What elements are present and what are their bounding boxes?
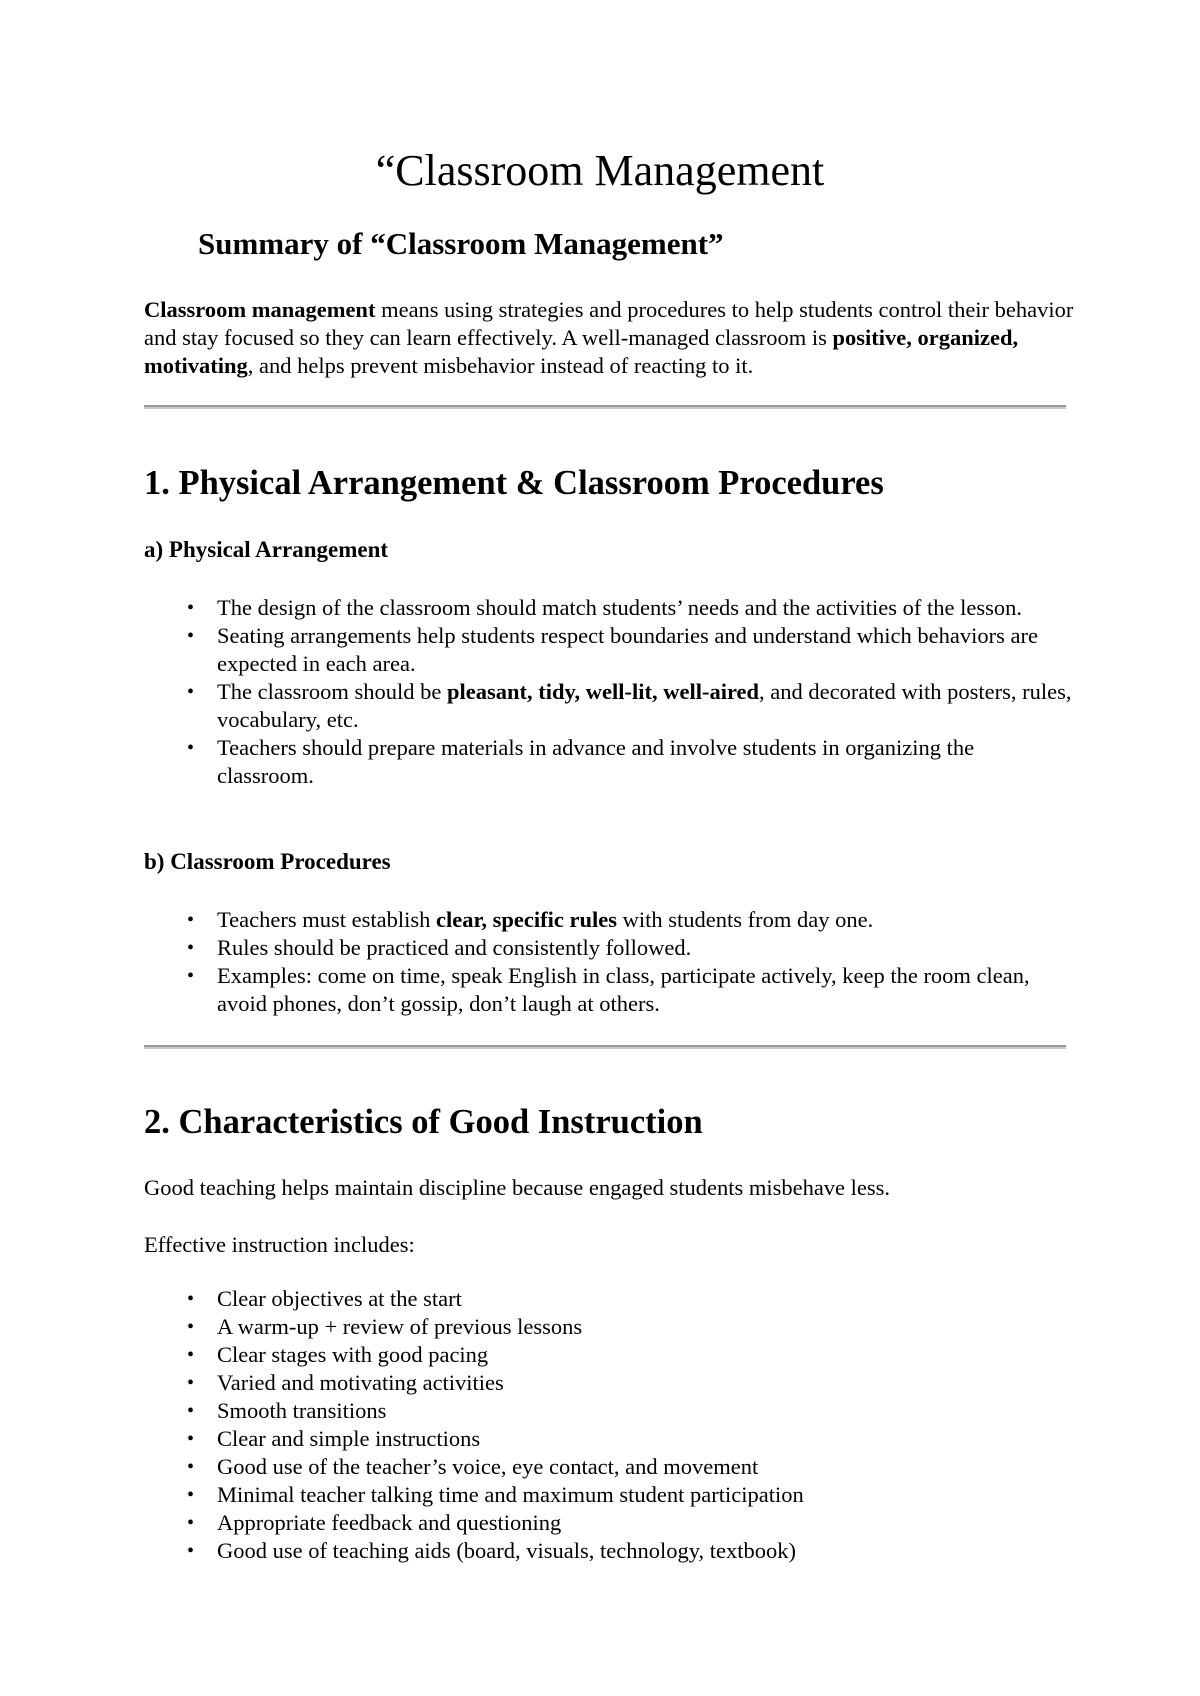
subsection-b-heading: b) Classroom Procedures bbox=[144, 849, 391, 874]
list-item-text: Examples: come on time, speak English in class, participate actively, keep the room clean, avoid phones, don’t gossip, don’t laugh at others. bbox=[217, 963, 1030, 1016]
list-item-text: , and decorated with posters, rules, vocabulary, etc. bbox=[217, 679, 1072, 732]
bullet-icon: • bbox=[187, 965, 195, 987]
list-item-text: Teachers should prepare materials in advance and involve students in organizing the classroom. bbox=[217, 735, 975, 788]
bullet-icon: • bbox=[187, 1288, 195, 1310]
list-item-text: The design of the classroom should match students’ needs and the activities of the lesson. bbox=[217, 595, 1023, 620]
effective-instruction-list bbox=[144, 1285, 1074, 1565]
horizontal-divider bbox=[144, 1045, 1066, 1049]
bullet-icon: • bbox=[187, 1512, 195, 1534]
list-item-text: Appropriate feedback and questioning bbox=[217, 1510, 562, 1535]
list-item bbox=[144, 934, 1074, 962]
list-item bbox=[144, 962, 1074, 1018]
list-item-bold-text: clear, specific rules bbox=[436, 907, 617, 932]
list-item-text: The classroom should be bbox=[217, 679, 447, 704]
bullet-icon: • bbox=[187, 1484, 195, 1506]
bullet-icon: • bbox=[187, 1456, 195, 1478]
bullet-icon: • bbox=[187, 681, 195, 703]
list-item-text: Good use of the teacher’s voice, eye contact, and movement bbox=[217, 1454, 759, 1479]
bullet-icon: • bbox=[187, 1400, 195, 1422]
intro-text-2: , and helps prevent misbehavior instead of reacting to it. bbox=[247, 353, 754, 378]
list-item-text: Smooth transitions bbox=[217, 1398, 387, 1423]
list-item-text: with students from day one. bbox=[617, 907, 874, 932]
list-item bbox=[144, 1425, 1074, 1453]
list-item bbox=[144, 1341, 1074, 1369]
list-item bbox=[144, 906, 1074, 934]
section-1-heading: 1. Physical Arrangement & Classroom Procedures bbox=[144, 464, 884, 502]
bullet-icon: • bbox=[187, 1344, 195, 1366]
section-2-paragraph-2: Effective instruction includes: bbox=[144, 1232, 415, 1257]
classroom-procedures-list bbox=[144, 906, 1074, 1018]
document-subtitle: Summary of “Classroom Management” bbox=[198, 226, 724, 261]
bullet-icon: • bbox=[187, 909, 195, 931]
bullet-icon: • bbox=[187, 1372, 195, 1394]
document-title: “Classroom Management bbox=[375, 146, 825, 195]
list-item bbox=[144, 594, 1074, 622]
bullet-icon: • bbox=[187, 597, 195, 619]
list-item bbox=[144, 622, 1074, 678]
bullet-icon: • bbox=[187, 1540, 195, 1562]
list-item-text: Seating arrangements help students respect boundaries and understand which behaviors are expected in each area. bbox=[217, 623, 1038, 676]
bullet-icon: • bbox=[187, 1428, 195, 1450]
list-item bbox=[144, 1537, 1074, 1565]
intro-term: Classroom management bbox=[144, 297, 376, 322]
subsection-a-heading: a) Physical Arrangement bbox=[144, 537, 389, 562]
list-item-text: Varied and motivating activities bbox=[217, 1370, 504, 1395]
physical-arrangement-list bbox=[144, 594, 1074, 790]
bullet-icon: • bbox=[187, 937, 195, 959]
list-item bbox=[144, 734, 1074, 790]
horizontal-divider bbox=[144, 405, 1066, 409]
list-item bbox=[144, 1509, 1074, 1537]
bullet-icon: • bbox=[187, 737, 195, 759]
list-item bbox=[144, 1453, 1074, 1481]
list-item-text: Teachers must establish bbox=[217, 907, 436, 932]
list-item bbox=[144, 1285, 1074, 1313]
list-item bbox=[144, 1313, 1074, 1341]
intro-bold-qualities: positive, organized, motivating bbox=[144, 325, 1019, 378]
list-item-text: Minimal teacher talking time and maximum student participation bbox=[217, 1482, 804, 1507]
list-item bbox=[144, 1397, 1074, 1425]
list-item-text: Clear objectives at the start bbox=[217, 1286, 462, 1311]
list-item-text: Good use of teaching aids (board, visuals, technology, textbook) bbox=[217, 1538, 797, 1563]
list-item-bold-text: pleasant, tidy, well-lit, well-aired bbox=[446, 679, 760, 704]
list-item bbox=[144, 1481, 1074, 1509]
section-2-heading: 2. Characteristics of Good Instruction bbox=[144, 1103, 703, 1141]
intro-paragraph bbox=[144, 296, 1084, 380]
list-item bbox=[144, 678, 1074, 734]
list-item-text: A warm-up + review of previous lessons bbox=[217, 1314, 583, 1339]
intro-text-1: means using strategies and procedures to help students control their behavior and stay focused so they can learn effectively. A well-managed classroom is bbox=[144, 297, 1074, 350]
list-item-text: Rules should be practiced and consistently followed. bbox=[217, 935, 692, 960]
list-item-text: Clear and simple instructions bbox=[217, 1426, 481, 1451]
list-item-text: Clear stages with good pacing bbox=[217, 1342, 489, 1367]
list-item bbox=[144, 1369, 1074, 1397]
section-2-paragraph-1: Good teaching helps maintain discipline because engaged students misbehave less. bbox=[144, 1175, 891, 1200]
bullet-icon: • bbox=[187, 1316, 195, 1338]
bullet-icon: • bbox=[187, 625, 195, 647]
